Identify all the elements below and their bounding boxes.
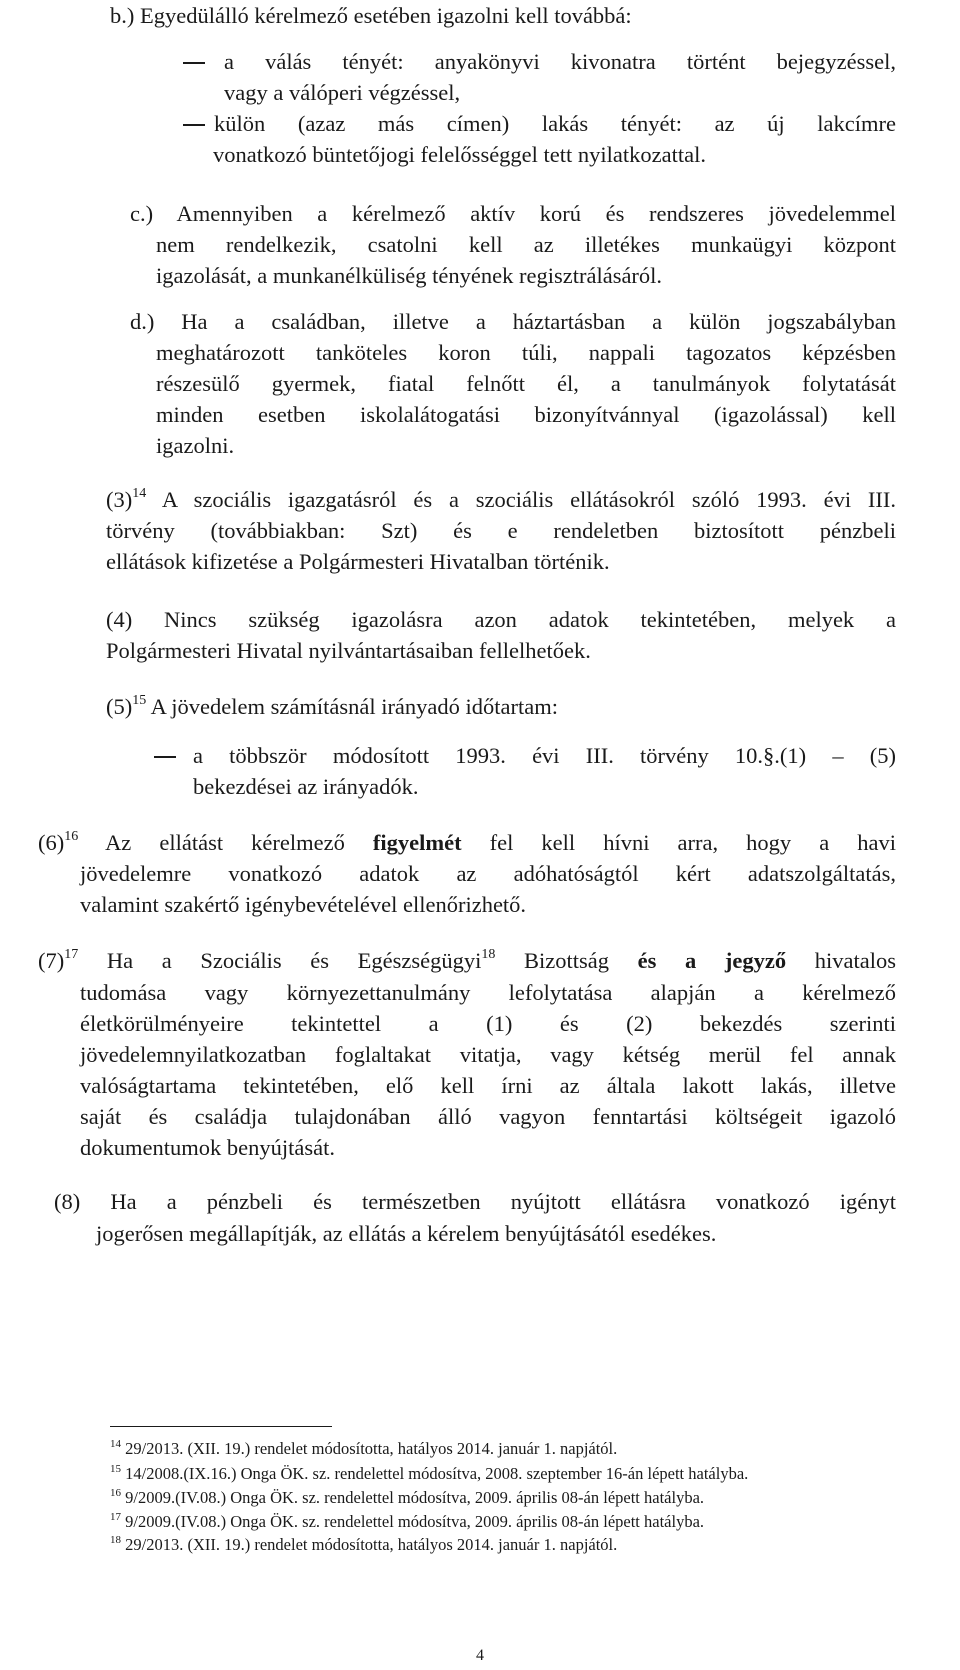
footnote: $^{17}$ 9/2009.(IV.08.) Onga ÖK. sz. rendelettel módosítva, 2009. április 08-án lépett hatályba. — [110, 1510, 705, 1531]
footnote-ref: 14 — [132, 485, 147, 501]
section-b-heading: b.) Egyedülálló kérelmező esetében igazolni kell továbbá: — [110, 3, 632, 28]
footnote: $^{14}$ 29/2013. (XII. 19.) rendelet módosította, hatályos 2014. január 1. napjától. — [110, 1437, 618, 1458]
paragraph-5: $(5)^{15}$ A jövedelem számításnál irányadó időtartam: — [106, 692, 559, 719]
section-d: d.) Ha a családban, illetve a háztartásban a külön jogszabályban — [130, 309, 896, 334]
dash-bullet-icon — [154, 756, 176, 758]
paragraph-5-item: a többször módosított 1993. évi III. törvény 10.§.(1) – (5) bekezdései az irányadók. — [193, 743, 896, 799]
footnote-ref: 15 — [132, 692, 147, 708]
footnote: $^{18}$ 29/2013. (XII. 19.) rendelet módosította, hatályos 2014. január 1. napjától. — [110, 1533, 618, 1554]
footnote-ref: 17 — [64, 946, 79, 962]
paragraph-4: (4) Nincs szükség igazolásra azon adatok tekintetében, melyek a Polgármesteri Hivatal nyilvántartásaiban fellelhetőek. — [106, 607, 896, 663]
footnote-separator — [110, 1426, 332, 1427]
section-c-cont: nem rendelkezik, csatolni kell az illetékes munkaügyi központ igazolását, a munkanélküliség tényének regisztrálásáról. — [156, 232, 896, 288]
paragraph-6-cont: jövedelemre vonatkozó adatok az adóhatóságtól kért adatszolgáltatás, valamint szakértő igénybevételével ellenőrizhető. — [80, 861, 896, 917]
paragraph-8: (8) Ha a pénzbeli és természetben nyújtott ellátásra vonatkozó igényt — [54, 1189, 896, 1214]
section-d-cont: meghatározott tanköteles koron túli, nappali tagozatos képzésben részesülő gyermek, fiatal felnőtt él, a tanulmányok folytatását minden esetben iskolalátogatási bizonyítvánnyal (igazolással) kell igazolni. — [156, 340, 896, 458]
paragraph-3: $(3)^{14}$ A szociális igazgatásról és a szociális ellátásokról szóló 1993. évi III. törvény (továbbiakban: Szt) és e rendeletben biztosított pénzbeli ellátások kifizetése a Polgármesteri Hivatalban történik. — [106, 485, 896, 574]
footnote-ref: 16 — [64, 828, 79, 844]
paragraph-7: $(7)^{17}$ Ha a Szociális és Egészségügyi$^{18}$ Bizottság és a jegyző hivatalos — [38, 946, 896, 973]
section-b-item-2: külön (azaz más címen) lakás tényét: az új lakcímre vonatkozó büntetőjogi felelősséggel tett nyilatkozattal. — [213, 111, 896, 167]
dash-bullet-icon — [183, 124, 205, 126]
footnote: $^{16}$ 9/2009.(IV.08.) Onga ÖK. sz. rendelettel módosítva, 2009. április 08-án lépett hatályba. — [110, 1486, 705, 1507]
dash-bullet-icon — [183, 62, 205, 64]
footnote-ref: 18 — [481, 946, 496, 962]
paragraph-7-cont: tudomása vagy környezettanulmány lefolytatása alapján a kérelmező életkörülményeire tekintettel a (1) és (2) bekezdés szerinti jövedelemnyilatkozatban foglaltakat vitatja, vagy kétség merül fel annak valóságtartama tekintetében, elő kell írni az általa lakott lakás, illetve saját és családja tulajdonában álló vagyon fenntartási költségeit igazoló dokumentumok benyújtását. — [80, 980, 896, 1160]
paragraph-6: $(6)^{16}$ Az ellátást kérelmező figyelmét fel kell hívni arra, hogy a havi — [38, 828, 897, 855]
page-number: 4 — [476, 1647, 484, 1664]
section-c: c.) Amennyiben a kérelmező aktív korú és rendszeres jövedelemmel — [130, 201, 896, 226]
section-b-item-1: a válás tényét: anyakönyvi kivonatra történt bejegyzéssel, vagy a válóperi végzéssel, — [224, 49, 896, 105]
paragraph-8-cont: jogerősen megállapítják, az ellátás a kérelem benyújtásától esedékes. — [96, 1221, 717, 1246]
footnote: $^{15}$ 14/2008.(IX.16.) Onga ÖK. sz. rendelettel módosítva, 2008. szeptember 16-án lépett hatályba. — [110, 1462, 749, 1483]
